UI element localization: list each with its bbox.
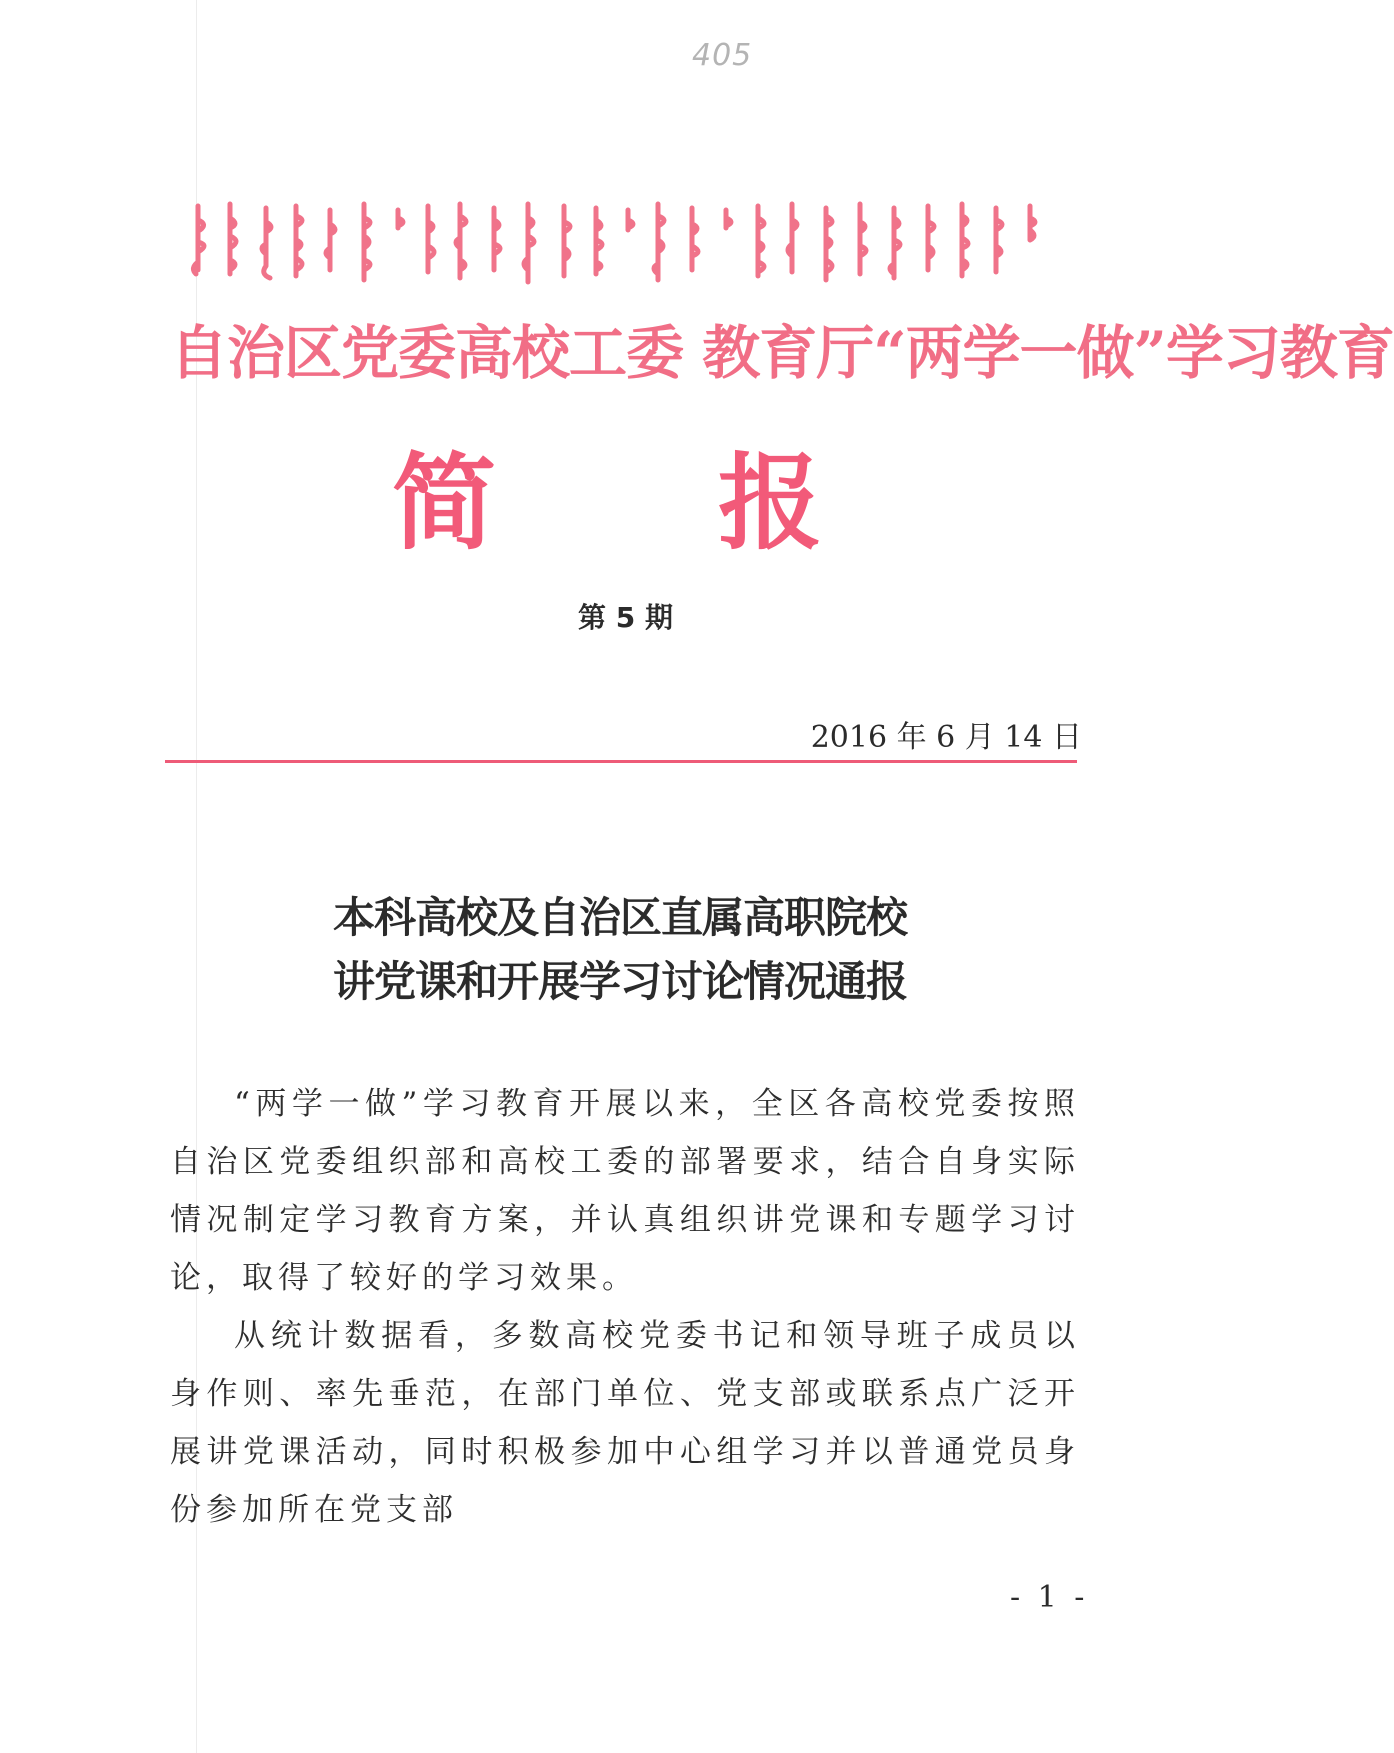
masthead-divider: [165, 760, 1077, 763]
bulletin-title-char-2: 报: [718, 442, 823, 564]
body-paragraph-1: “两学一做”学习教育开展以来，全区各高校党委按照自治区党委组织部和高校工委的部署要求，结合自身实际情况制定学习教育方案，并认真组织讲党课和专题学习讨论，取得了较好的学习效果。: [170, 1086, 1080, 1296]
page-number: - 1 -: [1010, 1580, 1089, 1615]
mongolian-script-header: [188, 200, 1048, 296]
masthead-title: 自治区党委高校工委 教育厅“两学一做”学习教育: [170, 319, 1394, 387]
handwritten-page-mark: 405: [692, 38, 753, 73]
document-body: [170, 1075, 1080, 1539]
bulletin-title-char-1: 简: [392, 442, 497, 564]
document-title-line-1: 本科高校及自治区直属高职院校: [332, 893, 907, 942]
issue-number: 第 5 期: [578, 601, 673, 634]
issue-date: 2016 年 6 月 14 日: [810, 720, 1082, 755]
document-title-line-2: 讲党课和开展学习讨论情况通报: [332, 957, 907, 1006]
body-paragraph-2: 从统计数据看，多数高校党委书记和领导班子成员以身作则、率先垂范，在部门单位、党支部或联系点广泛开展讲党课活动，同时积极参加中心组学习并以普通党员身份参加所在党支部: [170, 1318, 1080, 1528]
